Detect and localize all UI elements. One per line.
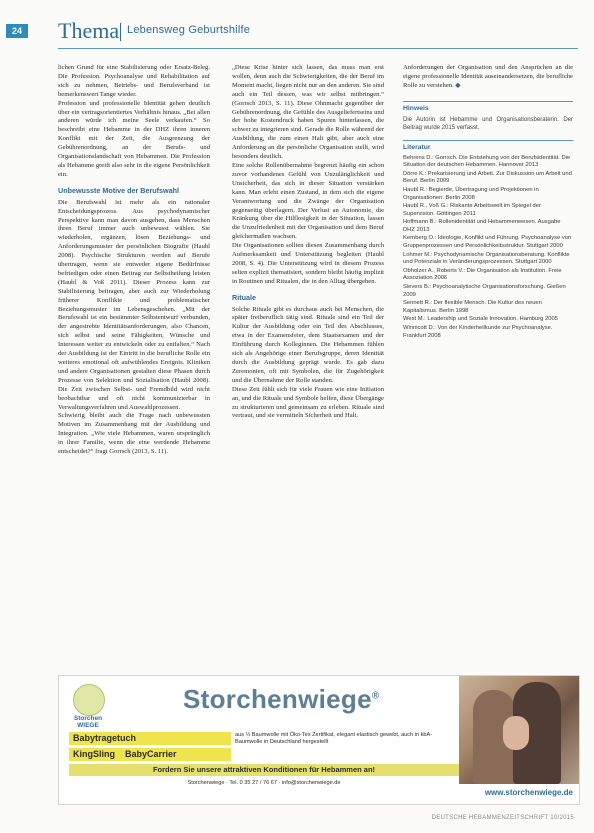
literature-item: Dörre K.: Prekarisierung und Arbeit. Zur Diskussion um Arbeit und Beruf. Berlin 2009 xyxy=(403,170,572,185)
literature-item: Haubl R., Voß G.: Riskante Arbeitswelt im Spiegel der Supervision. Göttingen 2011 xyxy=(403,203,541,217)
brand-logo xyxy=(65,684,111,728)
column-2 xyxy=(232,64,384,421)
product-label: KingSling xyxy=(73,749,115,759)
page-number: 24 xyxy=(6,24,28,38)
section-title: Thema xyxy=(58,18,120,43)
paragraph: Solche Rituale gibt es durchaus auch bei Menschen, die später freiberuflich tätig sind. Rituale sind ein Teil der Kultur der Ausbildung oder ein Teil des Abschlusses, etwa in der Examensfeier, dem Staatsexamen und der Einführung durch Kolleginnen. Die Hebammen fühlen sich als Angehörige einer Berufsgruppe, deren Identität durch die Ausbildung geprägt wurde. Es gab dazu Zeremonien, oft mit Symbolen, die für Zugehörigkeit und die Übernahme der Rolle standen. xyxy=(232,305,384,384)
column-3 xyxy=(403,64,573,341)
column-1 xyxy=(58,64,210,457)
baby-figure xyxy=(503,716,529,750)
logo-text: Storchen WIEGE xyxy=(73,715,103,729)
literature-item: Sievers B.: Psychoanalytische Organisationsforschung. Gießen 2009 xyxy=(403,284,566,298)
literature-item: Kernberg O.: Ideologie, Konflikt und Führung. Psychoanalyse von Gruppenprozessen und Persönlichkeitsstruktur. Stuttgart 2000 xyxy=(403,235,572,250)
ad-photo xyxy=(459,676,579,784)
logo-emblem-icon xyxy=(73,684,105,716)
subheading: Rituale xyxy=(232,292,256,302)
paragraph: Profession und professionelle Identität gehen deutlich über ein vertragsorientiertes Verhältnis hinaus. „Bei allen anderen würde ich meine Seele verkaufen.“ So beschreibt eine Hebamme in der DHZ ihren inneren Konflikt mit der Zeit, die Ausgrenzung der Gebührenordnung, an der Berufs- und Organisationslandschaft von Hebammen. Die Profession als Hebamme greift also sehr in die eigene Persönlichkeit ein. xyxy=(58,99,210,178)
divider xyxy=(403,101,573,102)
literature-item: Hoffmann B.: Rollenidentität und Hebammenwesen. Ausgabe DHZ 2013 xyxy=(403,219,561,233)
paragraph-text: Anforderungen der Organisation und den Ansprüchen an die eigene professionelle Identität auseinandersetzen, die berufliche Rolle zu verstehen. xyxy=(403,64,573,89)
paragraph: Diese Zeit fühlt sich für viele Frauen wie eine Initiation an, und die Rituale und Symbole helfen, diese Übergänge zu strukturieren und gemeinsam zu erleben. Rituale sind vertraut, und sie vermitteln Sicherheit und Halt. xyxy=(232,385,384,420)
section-subtitle: Lebensweg Geburtshilfe xyxy=(127,24,251,36)
page-header xyxy=(0,18,594,48)
paragraph: Die Berufswahl ist mehr als ein rationaler Entscheidungsprozess. Aus psychodynamischer Perspektive kann man davon ausgehen, dass Menschen ihren Beruf immer auch unbewusst wählen. Sie wiederholen, ergänzen, lösen Beziehungs- und Anforderungsmuster der persönlichen Biografie (Haubl 2008). Psychische Strukturen werden auf Berufe übertragen, wenn sie entweder eigene Bedürfnisse befriedigen oder einen Beitrag zur Selbstheilung leisten (Haubl & Voß 2011). Dieser Prozess kann zur Stabilisierung beitragen, aber auch zur Wiederholung früherer Konflikte und problematischer Beziehungsmuster im Lebensgeschehen. „Mit der Berufswahl ist ein bestimmter Selbstentwurf verbunden, der angestrebte Identitätsanforderungen, also Chancen, sich selbst und seine Fähigkeiten, Wünsche und Interessen weiter zu entwickeln oder zu entfalten.“ Nach der Ausbildung ist der Eintritt in die berufliche Rolle ein weiteres emotional oft aufwühlendes Ereignis. Kliniken und andere Organisationen gestalten diese Phasen durch Prozesse von Selektion und Sozialisation (Haubl 2008). Die Zeit zwischen Selbst- und Fremdbild wird nicht beobachtbar und oft nicht kommunizierbar in Verwaltungsverfahren und Auswahlprozessen. xyxy=(58,198,210,411)
literature-item: West M.: Leadership und Soziale Innovation. Hamburg 2005 xyxy=(403,316,558,323)
paragraph: lichen Grund für eine Stabilisierung oder Ersatz-Beleg. Die Profession. Psychoanalyse und Rehabilitation auf sich zu nehmen, Betriebs- und Berufsverband ist bemerkenswert Tange wieder. xyxy=(58,64,210,98)
notice-title: Hinweis xyxy=(403,104,429,112)
end-mark-icon: ◆ xyxy=(455,81,461,89)
literature-list xyxy=(403,155,573,341)
brand-name xyxy=(183,684,380,715)
contact-line: Storchenwiege · Tel. 0 35 27 / 76 67 · info@storchenwiege.de xyxy=(187,780,341,786)
product-label-row xyxy=(69,748,231,761)
brand-text: Storchenwiege xyxy=(183,684,372,714)
product-note: aus ⅓ Baumwolle mit Öko-Tex Zertifikat, elegant elastisch gewebt, auch in kbA-Baumwolle in Deutschland hergestellt xyxy=(235,732,433,745)
paragraph: „Diese Krise hinter sich lassen, das muss man erst wollen, denn auch die Schwierigkeiten, die der Beruf im Moment macht, liegen nicht nur an den anderen. Sie sind auch ein Teil dessen, was wir selbst mitbringen.“ (Gorrsch 2013, S. 11). Diese Ohnmacht gegenüber der Gebührenordnung, die Gefühle des Ausgeliefertseins und der hohe Kostendruck haben Spuren hinterlassen, die schwer zu integrieren sind. Gerade die Rolle während der Ausbildung, die zum einen Halt gibt, aber auch eine Anforderung an die persönliche Organisation stellt, wird besonders deutlich. xyxy=(232,64,384,161)
paragraph xyxy=(403,64,573,91)
divider xyxy=(403,140,573,141)
paragraph: Die Organisationen sollten diesen Zusammenhang durch Aufmerksamkeit und Unterstützung begleiten (Haubl 2008, S. 4). Die Unterstützung wird in diesem Prozess selten explizit thematisiert, sondern bleibt häufig implizit in Routinen und Ritualen, die in den Alltag übergehen. xyxy=(232,242,384,285)
notice-text: Die Autorin ist Hebamme und Organisationsberaterin. Der Beitrag wurde 2015 verfasst. xyxy=(403,116,573,131)
literature-title: Literatur xyxy=(403,143,431,151)
literature-item: Obholzer A., Roberts V.: Die Organisation als Institution. Freie Assoziation 2006 xyxy=(403,267,562,282)
website-link[interactable]: www.storchenwiege.de xyxy=(484,788,573,797)
literature-item: Behrens D.: Gorrsch. Die Entstehung von der Berufsidentität. Die Situation der deutschen Hebammen. Hannover 2013 xyxy=(403,154,571,169)
product-label: BabyCarrier xyxy=(125,749,177,759)
literature-item: Winnicott D.: Von der Kinderheilkunde zur Psychoanalyse. Frankfurt 2008 xyxy=(403,325,553,339)
page-footer xyxy=(0,815,594,825)
product-label: Babytragetuch xyxy=(69,732,231,745)
journal-name: DEUTSCHE HEBAMMENZEITSCHRIFT 10/2015 xyxy=(431,815,574,821)
call-to-action: Fordern Sie unsere attraktiven Konditionen für Hebammen an! xyxy=(69,764,459,776)
literature-item: Lohmer M.: Psychodynamische Organisationsberatung. Konflikte und Potenziale in Veränderungsprozessen. Stuttgart 2000 xyxy=(403,251,570,266)
paragraph: Schwierig bleibt auch die Frage nach unbewussten Motiven im Zusammenhang mit der Ausbildung und Integration. „Wie viele Hebammen, waren ursprünglich in ihrer Familie, wenn die eine werdende Hebamme entscheidet?“ fragt Gorrsch (2013, S. 11). xyxy=(58,412,210,456)
advertisement[interactable] xyxy=(58,675,580,805)
header-separator xyxy=(120,23,121,41)
literature-item: Sennett R.: Der flexible Mensch. Die Kultur des neuen Kapitalismus. Berlin 1998 xyxy=(403,300,542,314)
paragraph: Eine solche Rollenübernahme begrenzt häufig ein schon zuvor vorhandenes Gefühl von Unzulänglichkeit und Unsicherheit, das sich in dieser Situation verstärken kann. Man erlebt einen Zustand, in dem sich die eigene Verantwortung und die Zwänge der Organisation gegenseitig überlagern. Der Verlust an Autonomie, die Kränkung über die Hilflosigkeit in der Situation, lassen die Unzufriedenheit mit der Organisation und dem Beruf gleichermaßen wachsen. xyxy=(232,161,384,241)
registered-mark: ® xyxy=(371,690,380,702)
literature-item: Haubl R.: Begierde, Übertragung und Projektionen in Organisationen. Berlin 2008 xyxy=(403,186,539,201)
header-rule xyxy=(58,48,578,49)
subheading: Unbewusste Motive der Berufswahl xyxy=(58,185,180,195)
